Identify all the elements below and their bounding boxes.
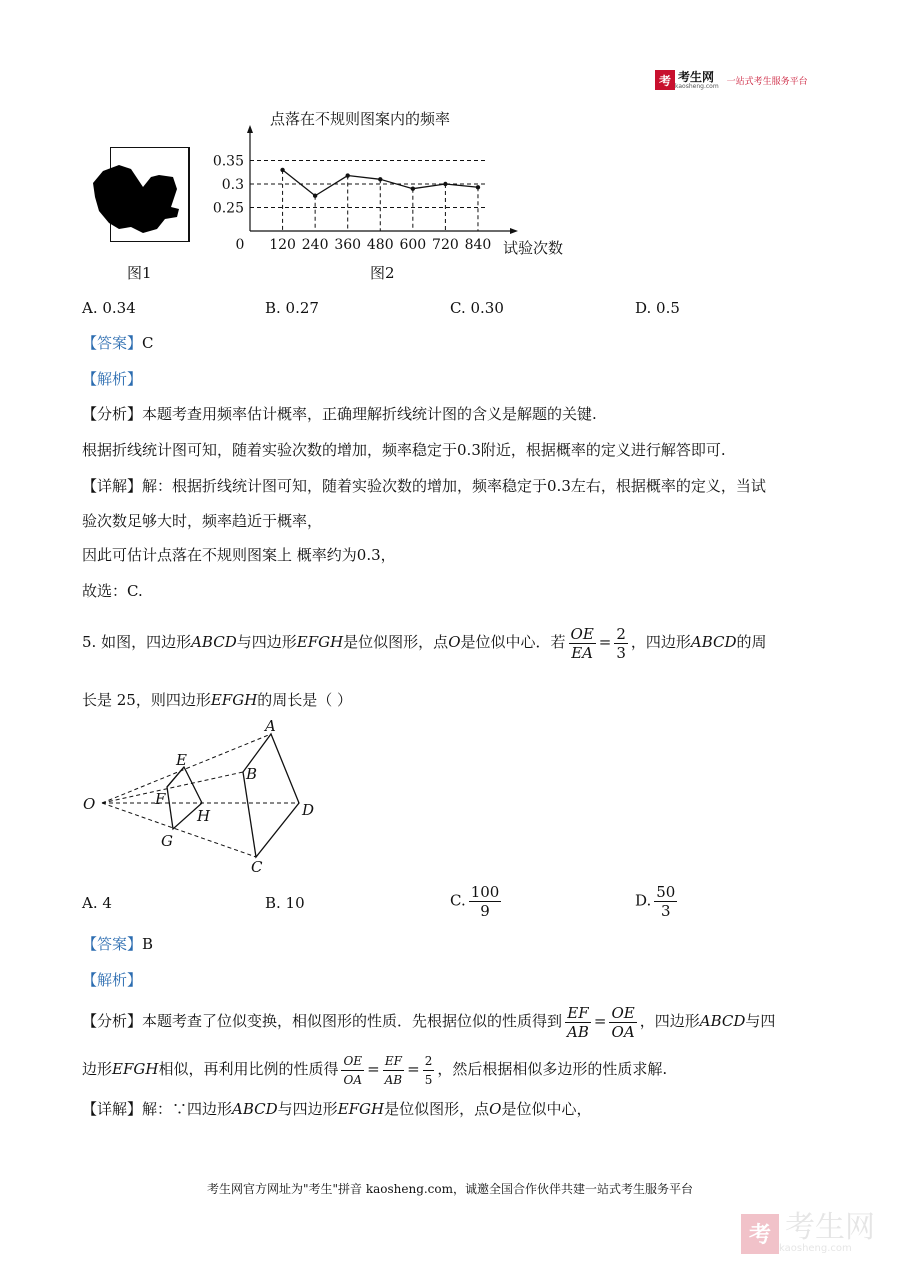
q4-xiangjie-line3: 因此可估计点落在不规则图案上 概率约为0.3， — [82, 546, 396, 564]
q4-xiangjie-label: 【详解】 — [82, 477, 143, 495]
q4-answer-label: 【答案】 — [82, 334, 143, 352]
x-axis-title: 试验次数 — [503, 239, 564, 255]
watermark-logo-icon: 考 — [741, 1214, 779, 1254]
q4-conclusion: 故选：C. — [82, 582, 143, 600]
q5-option-c-frac: $\frac{100}{9}$ — [470, 883, 500, 920]
label-f: F — [155, 790, 166, 808]
watermark-site: kaosheng.com — [779, 1243, 852, 1254]
q5-option-d: D. $\frac{50}{3}$ — [635, 883, 676, 920]
frequency-line-chart — [200, 125, 590, 255]
data-point — [280, 168, 284, 172]
edge-ef — [167, 767, 184, 787]
y-axis-arrow — [247, 125, 253, 133]
q5-stem-b: 与四边形 — [236, 633, 297, 651]
q5-option-a: A. 4 — [82, 894, 112, 912]
q5-abcd-2: ABCD — [690, 633, 737, 651]
y-tick-label: 0.35 — [212, 153, 244, 170]
q4-option-d: D. 0.5 — [635, 299, 680, 317]
label-o: O — [83, 795, 96, 813]
fig2-caption: 图2 — [370, 264, 395, 282]
data-point — [476, 185, 480, 189]
logo-name: 考生网 — [678, 69, 715, 84]
q4-fenxi-text: 本题考查用频率估计概率，正确理解折线统计图的含义是解题的关键. — [142, 405, 597, 423]
label-g: G — [161, 832, 173, 850]
label-b: B — [246, 765, 258, 783]
q5-fenxi-a: 本题考查了位似变换，相似图形的性质．先根据位似的性质得到 — [142, 1012, 563, 1030]
x-tick-label: 840 — [464, 237, 492, 253]
q5-frac-oe-ea: $\frac{OE}{EA}$ — [570, 624, 594, 662]
q5-abcd: ABCD — [191, 633, 237, 651]
q5-stem-a: 5. 如图，四边形 — [82, 633, 192, 651]
watermark-name: 考生网 — [785, 1210, 875, 1245]
x-tick-label: 240 — [301, 237, 329, 253]
q4-answer-value: C — [142, 334, 154, 352]
q5-stem-c: 是位似图形，点 — [343, 633, 449, 651]
q5-stem-line1 — [82, 622, 767, 662]
x-tick-label: 360 — [334, 237, 362, 253]
q5-stem-f: 的周 — [736, 633, 767, 651]
watermark — [741, 1210, 875, 1254]
q5-answer-label: 【答案】 — [82, 935, 143, 953]
q5-analysis-label: 【解析】 — [82, 971, 143, 989]
q5-fenxi-line1: 【分析】本题考查了位似变换，相似图形的性质．先根据位似的性质得到 $\frac{EF}{AB}$ = $\frac{OE}{OA}$ ，四边形ABCD与四 — [82, 1003, 776, 1041]
q5-efgh-2: EFGH — [210, 691, 258, 709]
q4-fenxi-line2: 根据折线统计图可知，随着实验次数的增加，频率稳定于0.3附近，根据概率的定义进行解答即可. — [82, 441, 726, 459]
x-axis-arrow — [510, 228, 518, 234]
y-tick-label: 0.3 — [221, 177, 244, 193]
x-tick-label: 120 — [269, 237, 296, 253]
quad-abcd — [243, 734, 299, 857]
label-d: D — [302, 801, 315, 819]
origin-label: 0 — [235, 237, 245, 253]
fig1-caption: 图1 — [127, 264, 152, 282]
q5-answer-value: B — [142, 935, 154, 953]
header-logo — [655, 70, 808, 90]
x-tick-label: 720 — [432, 237, 459, 253]
data-point — [443, 182, 447, 186]
y-tick-label: 0.25 — [212, 200, 244, 217]
q5-answer — [82, 934, 153, 954]
q5-stem-e: ，四边形 — [630, 633, 691, 651]
q4-option-b: B. 0.27 — [265, 299, 319, 317]
data-point — [346, 173, 350, 177]
header-slogan: 一站式考生服务平台 — [726, 76, 808, 87]
x-tick-label: 480 — [366, 237, 394, 253]
label-c: C — [251, 858, 263, 875]
chart-title: 点落在不规则图案内的频率 — [270, 110, 451, 128]
q5-stem-line2-a: 长是 25，则四边形 — [82, 691, 211, 709]
irregular-pattern — [93, 165, 179, 233]
q5-stem-line2-b: 的周长是（ ） — [257, 691, 353, 709]
q4-answer — [82, 333, 154, 353]
q4-xiangjie-line2: 验次数足够大时，频率趋近于概率， — [82, 512, 323, 530]
footer-text: 考生网官方网址为"考生"拼音 kaosheng.com，诚邀全国合作伙伴共建一站式考生服务平台 — [206, 1182, 694, 1196]
q4-option-c: C. 0.30 — [450, 299, 504, 317]
q5-fenxi-line2: 边形EFGH相似，再利用比例的性质得 $\frac{OE}{OA}$ = $\frac{EF}{AB}$ = $\frac{2}{5}$ ，然后根据相似多边形的性质求解. — [82, 1053, 668, 1087]
q5-stem-d: 是位似中心．若 — [460, 633, 566, 651]
q4-analysis-label: 【解析】 — [82, 370, 143, 388]
q4-fenxi — [82, 404, 597, 424]
q5-eq: = — [598, 633, 612, 651]
data-point — [411, 187, 415, 191]
x-tick-label: 600 — [399, 237, 427, 253]
logo-site: kaosheng.com — [675, 82, 719, 90]
logo-icon: 考 — [655, 70, 675, 90]
label-h: H — [197, 807, 211, 825]
q5-option-b: B. 10 — [265, 894, 305, 912]
data-point — [313, 194, 317, 198]
label-a: A — [265, 717, 276, 735]
q5-fenxi-label: 【分析】 — [82, 1012, 143, 1030]
q5-homothety-figure — [75, 715, 335, 875]
q5-stem-line2 — [82, 690, 352, 710]
q4-option-a: A. 0.34 — [82, 299, 136, 317]
label-e: E — [176, 751, 187, 769]
dashed-oc — [102, 803, 256, 857]
q5-frac-2-3: $\frac{2}{3}$ — [616, 624, 626, 662]
q5-option-d-frac: $\frac{50}{3}$ — [656, 883, 676, 920]
q5-option-c: C. $\frac{100}{9}$ — [450, 883, 500, 920]
q4-xiangjie-text1: 解：根据折线统计图可知，随着实验次数的增加，频率稳定于0.3左右，根据概率的定义，当试 — [142, 477, 766, 495]
data-point — [378, 177, 382, 181]
q4-fenxi-label: 【分析】 — [82, 405, 143, 423]
q5-o: O — [448, 633, 461, 651]
dashed-ob — [102, 772, 243, 803]
q4-xiangjie — [82, 476, 766, 496]
q5-xiangjie: 【详解】解：∵四边形ABCD与四边形EFGH是位似图形，点O是位似中心， — [82, 1100, 592, 1118]
irregular-shape-svg — [81, 147, 191, 243]
q5-efgh: EFGH — [296, 633, 344, 651]
